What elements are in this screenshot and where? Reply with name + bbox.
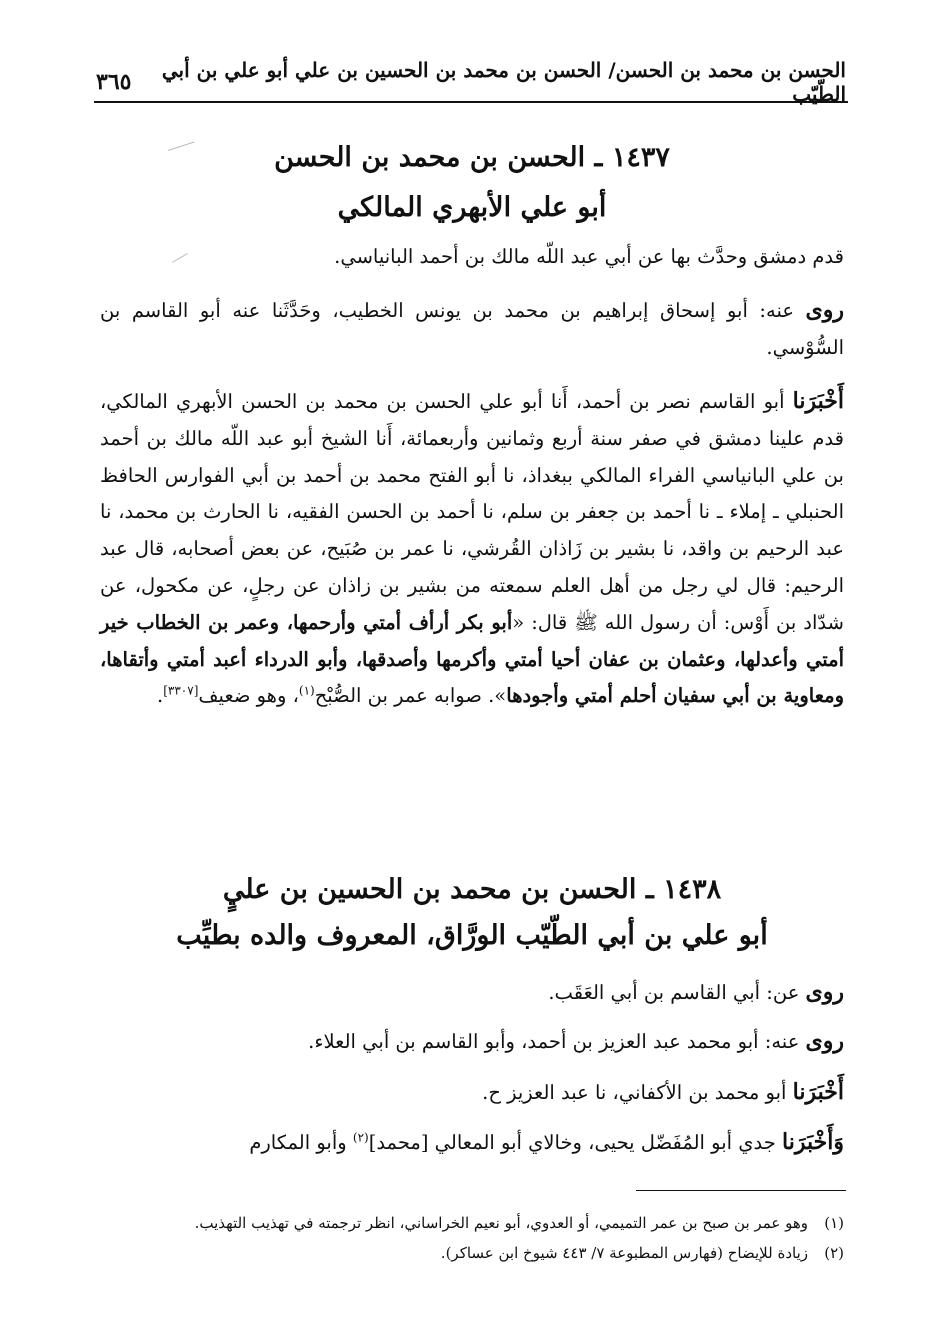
entry-1437-para-1: قدم دمشق وحدَّث بها عن أبي عبد اللّه مالك بن أحمد البانياسي. bbox=[334, 245, 844, 268]
entry-1437-para-2: روى عنه: أبو إسحاق إبراهيم بن محمد بن يونس الخطيب، وحَدَّثَنا عنه أبو القاسم بن السُّوْسي. bbox=[100, 297, 844, 359]
lead-word: روى bbox=[805, 979, 844, 1005]
entry-1438-subtitle: أبو علي بن أبي الطّيّب الورَّاق، المعروف والده بطيِّب bbox=[176, 920, 768, 951]
hadith-number: [٣٣٠٧] bbox=[163, 683, 199, 698]
lead-word: أَخْبَرَنا bbox=[792, 388, 844, 414]
header-rule bbox=[94, 101, 848, 103]
entry-1438-para-1: روى عن: أبي القاسم بن أبي العَقَب. bbox=[548, 979, 844, 1005]
lead-word: أَخْبَرَنا bbox=[792, 1079, 844, 1105]
entry-1438-para-2: روى عنه: أبو محمد عبد العزيز بن أحمد، وأبو القاسم بن أبي العلاء. bbox=[308, 1028, 844, 1054]
entry-1437-subtitle: أبو علي الأبهري المالكي bbox=[337, 192, 607, 223]
lead-word: روى bbox=[805, 297, 844, 323]
entry-1438-para-4: وَأَخْبَرَنا جدي أبو المُفَضّل يحيى، وخالاي أبو المعالي [محمد]$^{(٢)}$ وأبو المكارم bbox=[249, 1129, 844, 1155]
lead-word: وَأَخْبَرَنا bbox=[782, 1129, 844, 1155]
entry-1437-title: ١٤٣٧ ـ الحسن بن محمد بن الحسن bbox=[274, 142, 670, 173]
lead-word: روى bbox=[805, 1028, 844, 1054]
footnote-ref-1: (١) bbox=[298, 683, 315, 698]
running-title: الحسن بن محمد بن الحسن/ الحسن بن محمد بن الحسين بن علي أبو علي بن أبي الطّيّب bbox=[161, 58, 846, 106]
entry-1438-title: ١٤٣٨ ـ الحسن بن محمد بن الحسين بن عليٍ bbox=[222, 874, 722, 905]
footnote-ref-2: (٢) bbox=[352, 1130, 369, 1145]
entry-1438-para-3: أَخْبَرَنا أبو محمد بن الأكفاني، نا عبد العزيز ح. bbox=[482, 1079, 844, 1105]
page-header bbox=[96, 58, 846, 106]
footnote-2: (٢)زيادة للإيضاح (فهارس المطبوعة ٧/ ٤٤٣ شيوخ ابن عساكر). bbox=[440, 1244, 844, 1262]
hadith-quote: أبو بكر أرأف أمتي وأرحمها، وعمر بن الخطاب خير أمتي وأعدلها، وعثمان بن عفان أحيا أمتي وأكرمها وأصدقها، وأبو الدرداء أعبد أمتي وأتقاها، ومعاوية بن أبي سفيان أحلم أمتي وأجودها bbox=[100, 610, 844, 708]
page-number: ٣٦٥ bbox=[96, 69, 132, 95]
entry-1437-para-3: أَخْبَرَنا أبو القاسم نصر بن أحمد، أَنا أبو علي الحسن بن محمد بن الحسن الأبهري المالكي، قدم علينا دمشق في صفر سنة أربع وثمانين وأربعمائة، أَنا الشيخ أبو عبد اللّه مالك بن أحمد بن علي البانياسي الفراء المالكي ببغداذ، نا أبو الفتح محمد بن أحمد بن أبي الفوارس الحافظ الحنبلي ـ إملاء ـ نا أحمد بن جعفر بن سلم، نا أحمد بن الحسن الفقيه، نا الحارث بن محمد، نا عبد الرحيم بن واقد، نا بشير بن زَاذان القُرشي، نا عمر بن صُبَيح، عن بعض أصحابه، قال عبد الرحيم: قال لي رجل من أهل العلم سمعته من بشير بن زاذان عن رجلٍ، عن مكحول، عن شدّاد بن أَوْس: أن رسول الله ﷺ قال: «أبو بكر أرأف أمتي وأرحمها، وعمر بن الخطاب خير أمتي وأعدلها، وعثمان بن عفان أحيا أمتي وأكرمها وأصدقها، وأبو الدرداء أعبد أمتي وأتقاها، ومعاوية بن أبي سفيان أحلم أمتي وأجودها». صوابه عمر بن الصُّبْح$^{(١)}$، وهو ضعيف[٣٣٠٧]. bbox=[100, 388, 844, 708]
footnote-1: (١)وهو عمر بن صبح بن عمر التميمي، أو العدوي، أبو نعيم الخراساني، انظر ترجمته في تهذيب التهذيب. bbox=[194, 1214, 844, 1232]
footnote-separator bbox=[636, 1190, 846, 1191]
